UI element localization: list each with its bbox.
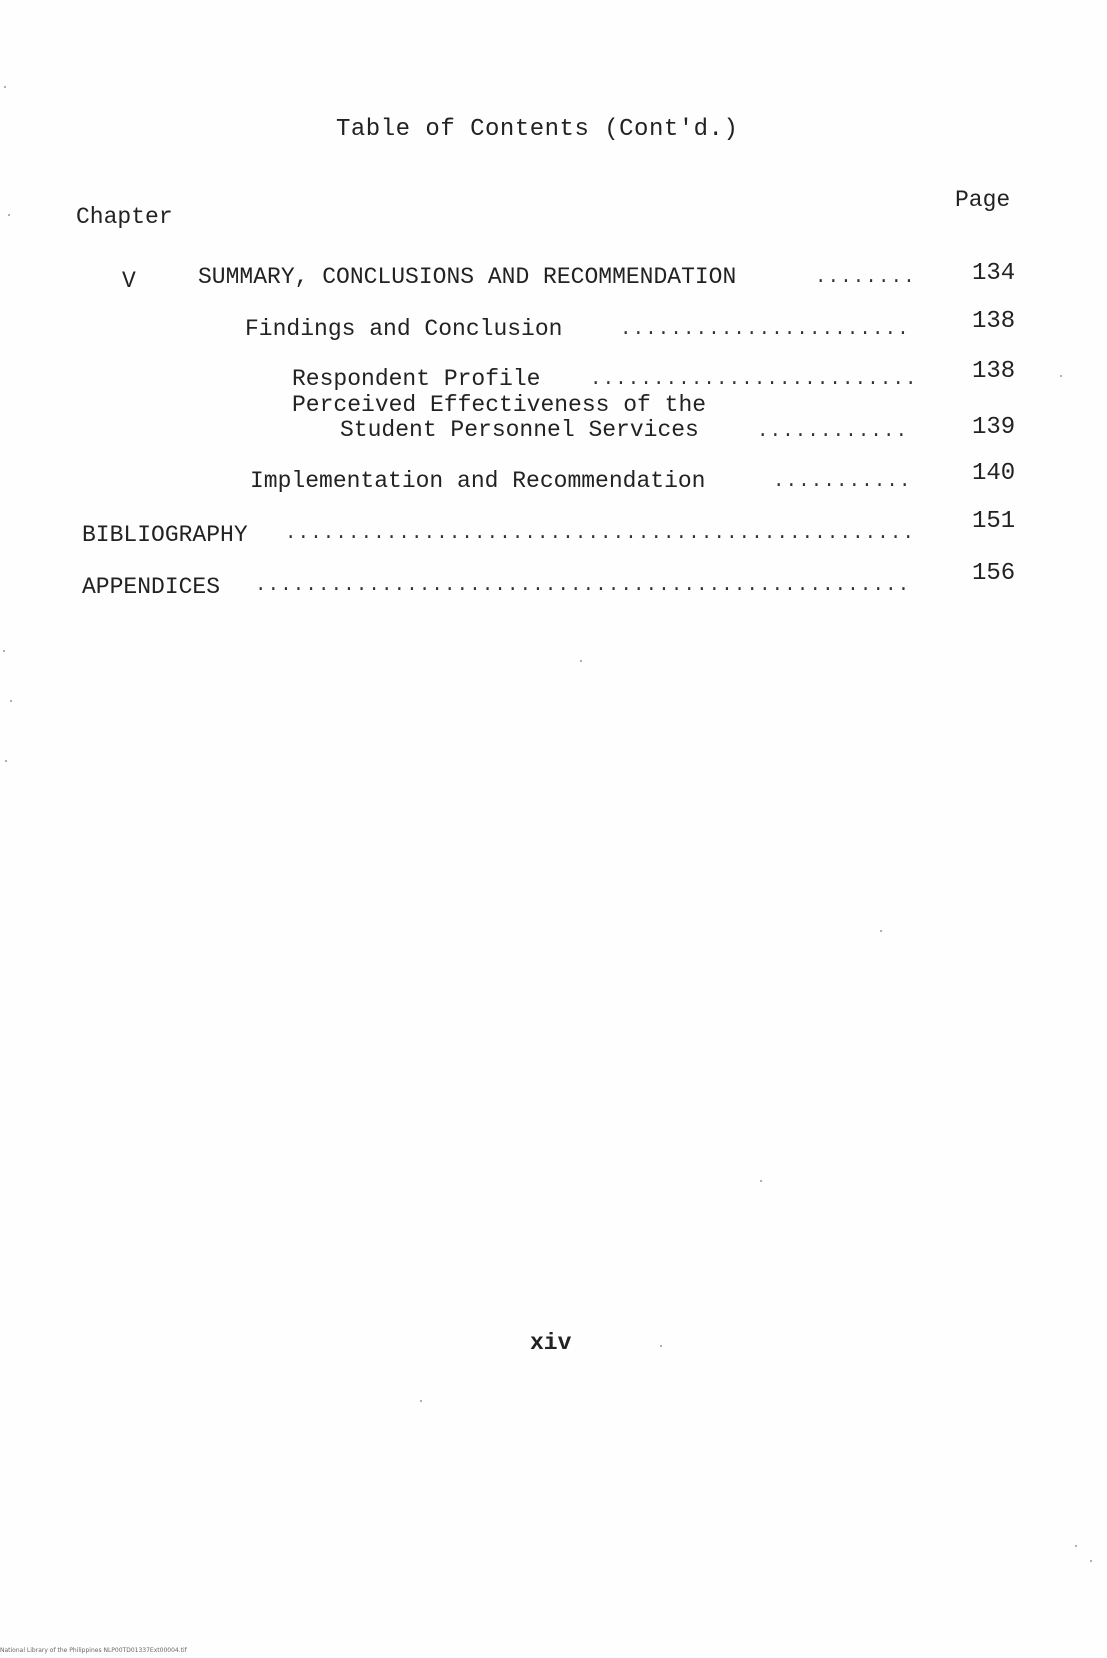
toc-entry-label: Findings and Conclusion xyxy=(245,316,563,342)
scan-speck xyxy=(3,650,5,652)
toc-entry-implementation xyxy=(0,460,1107,506)
scan-speck xyxy=(1075,1545,1077,1547)
scan-speck xyxy=(580,660,582,662)
scan-speck xyxy=(5,760,7,762)
toc-entry-page: 156 xyxy=(972,560,1016,587)
toc-entry-chapter-v xyxy=(0,262,1107,302)
toc-entry-page: 140 xyxy=(972,460,1016,487)
toc-entry-label: Perceived Effectiveness of the xyxy=(292,392,707,418)
toc-entry-bibliography xyxy=(0,508,1107,560)
toc-entry-page: 134 xyxy=(972,260,1016,287)
scan-speck xyxy=(1090,1560,1092,1562)
dot-leader: .................................................... xyxy=(255,574,911,596)
toc-title: Table of Contents (Cont'd.) xyxy=(336,116,739,143)
scan-caption: National Library of the Philippines NLP00TD01337Ext00004.tif xyxy=(0,1647,187,1654)
toc-entry-page: 138 xyxy=(972,308,1016,335)
page-column-header: Page xyxy=(955,187,1011,213)
dot-leader: ....................... xyxy=(620,318,910,340)
scan-speck xyxy=(10,700,12,702)
toc-entry-label: BIBLIOGRAPHY xyxy=(82,522,248,548)
dot-leader: ............ xyxy=(757,420,909,442)
dot-leader: .......................... xyxy=(590,368,918,390)
scan-speck xyxy=(420,1400,422,1402)
dot-leader: ........... xyxy=(773,470,912,492)
toc-entry-perceived-effectiveness xyxy=(0,392,1107,452)
toc-entry-label-continued: Student Personnel Services xyxy=(340,417,699,443)
toc-entry-findings xyxy=(0,308,1107,354)
scan-speck xyxy=(4,86,6,88)
scan-speck xyxy=(660,1345,662,1347)
toc-entry-page: 151 xyxy=(972,508,1016,535)
toc-entry-label: Implementation and Recommendation xyxy=(250,468,706,494)
toc-entry-page: 138 xyxy=(972,358,1016,385)
scan-speck xyxy=(8,214,10,216)
dot-leader: .................................................. xyxy=(285,522,916,544)
page-number: xiv xyxy=(530,1330,572,1356)
dot-leader: ........ xyxy=(815,266,916,288)
toc-entry-label: APPENDICES xyxy=(82,574,221,600)
toc-entry-appendices xyxy=(0,560,1107,614)
chapter-column-header: Chapter xyxy=(76,204,173,230)
scan-speck xyxy=(880,930,882,932)
scan-speck xyxy=(760,1180,762,1182)
toc-entry-label: Respondent Profile xyxy=(292,366,541,392)
chapter-number: V xyxy=(122,268,136,294)
toc-entry-label: SUMMARY, CONCLUSIONS AND RECOMMENDATION xyxy=(198,264,737,290)
scan-speck xyxy=(1060,375,1062,377)
toc-entry-page: 139 xyxy=(972,414,1016,441)
